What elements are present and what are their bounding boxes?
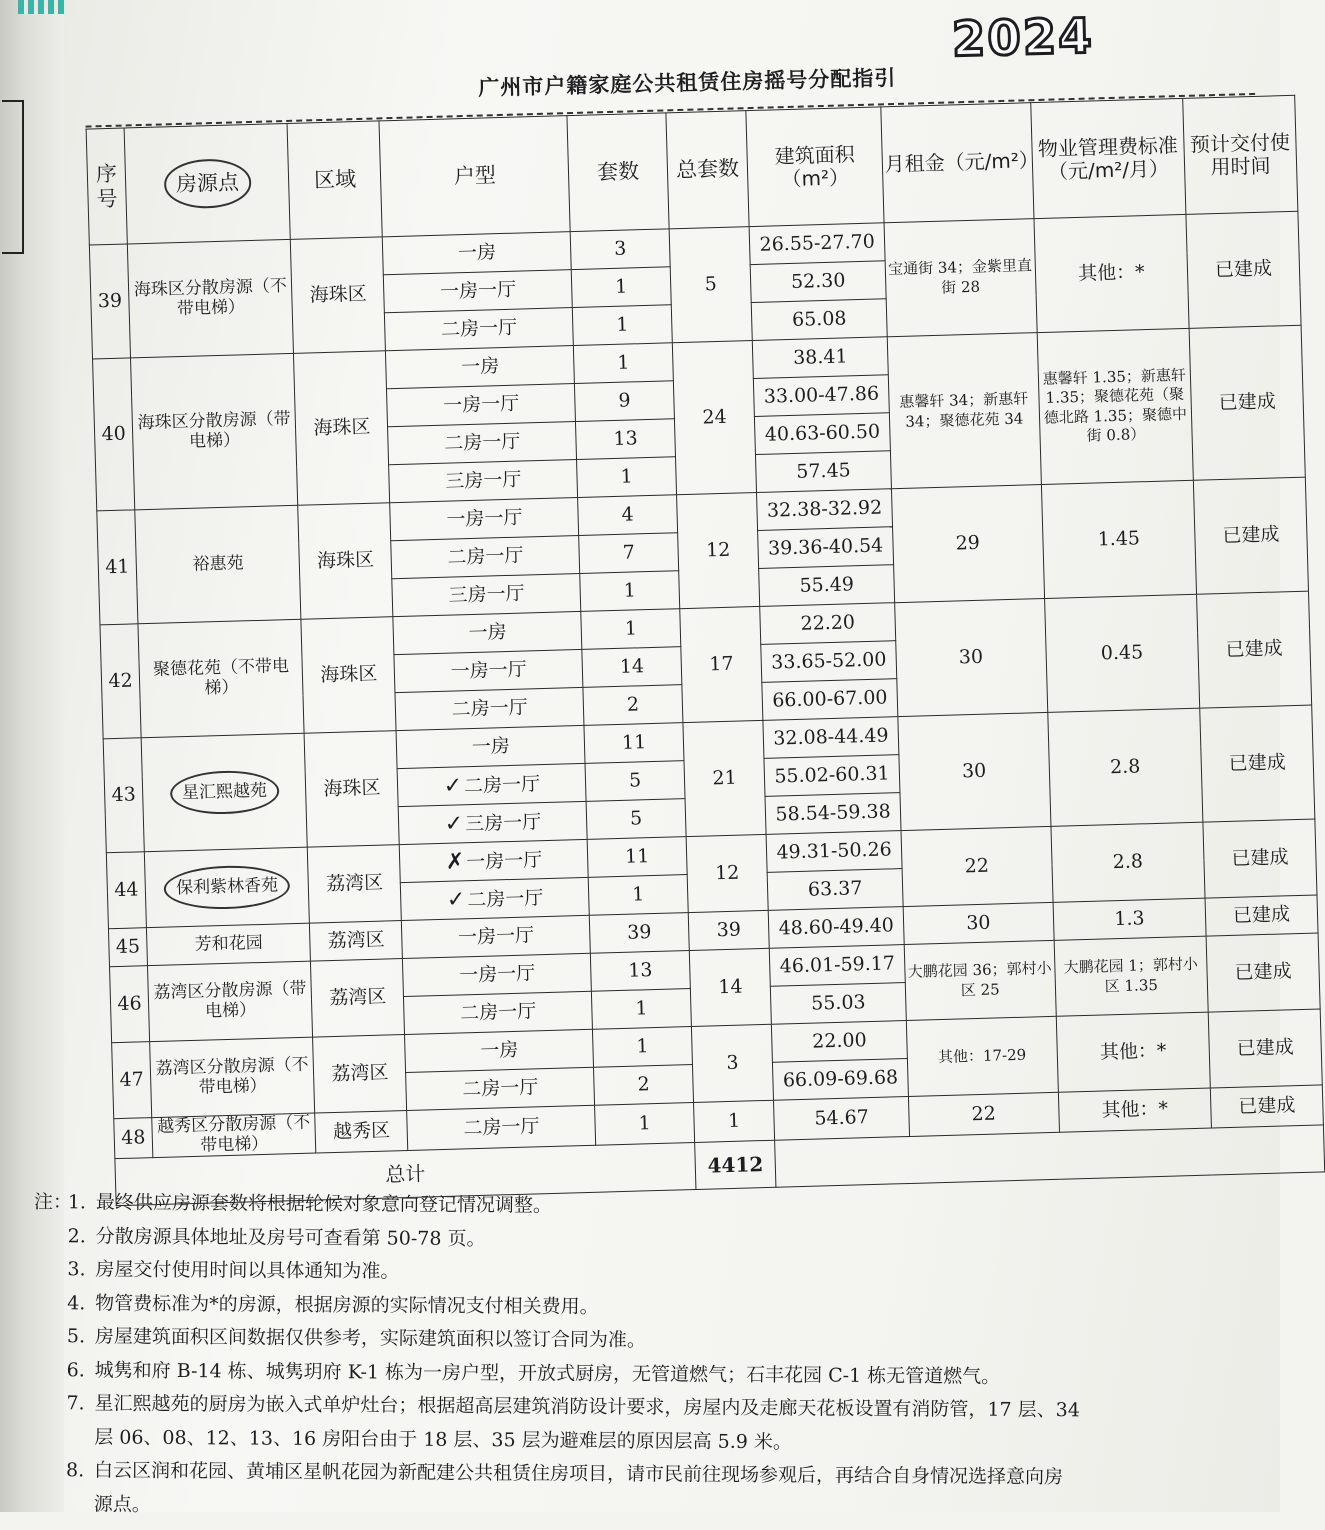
note-number: 7.: [66, 1392, 85, 1415]
row-district: 荔湾区: [311, 959, 405, 1038]
row-total: 5: [669, 227, 753, 343]
row-unit-type: [384, 270, 573, 313]
unit-type-label: 一房一厅: [450, 658, 527, 683]
unit-type-label: 二房一厅: [462, 1075, 539, 1101]
row-unit-type: [399, 839, 588, 882]
row-area: 66.00-67.00: [762, 679, 897, 721]
col-total: 总套数: [666, 111, 750, 229]
row-seq: 48: [114, 1118, 153, 1159]
row-area: 55.03: [771, 983, 906, 1025]
row-source-name: 海珠区分散房源（不带电梯）: [127, 239, 294, 358]
row-rent: 惠馨轩 34；新惠轩 34；聚德花苑 34: [887, 333, 1041, 489]
note-text: 房屋建筑面积区间数据仅供参考，实际建筑面积以签订合同为准。: [94, 1325, 647, 1352]
note-number: 1.: [67, 1191, 87, 1214]
row-unit-type: [401, 877, 590, 920]
row-seq: 42: [100, 624, 141, 739]
total-value: 4412: [694, 1140, 776, 1189]
unit-type-label: 一房一厅: [458, 961, 536, 987]
row-area: 52.30: [751, 261, 886, 303]
col-rent: 月租金（元/m²）: [881, 103, 1034, 223]
row-delivery: 已建成: [1189, 325, 1305, 480]
unit-type-label: 一房一厅: [457, 923, 535, 949]
row-total: 39: [688, 910, 770, 950]
row-area: 48.60-49.40: [769, 907, 904, 949]
note-prefix: [33, 1353, 67, 1387]
unit-type-label: 二房一厅: [440, 316, 518, 341]
row-count: 3: [570, 229, 670, 270]
table-body: [89, 211, 1324, 1205]
row-area: 22.00: [772, 1021, 907, 1063]
row-count: 13: [576, 419, 676, 460]
row-count: 1: [589, 875, 689, 916]
row-count: 7: [579, 533, 679, 574]
row-source-name: 荔湾区分散房源（带电梯）: [148, 961, 313, 1042]
row-count: 1: [572, 267, 672, 308]
row-count: 1: [574, 343, 674, 384]
col-seq: 序号: [86, 128, 127, 245]
handwritten-mark: ✓: [443, 773, 463, 799]
col-mgmt: 物业管理费标准（元/m²/月）: [1030, 98, 1185, 218]
row-source-name: 荔湾区分散房源（不带电梯）: [150, 1037, 315, 1118]
row-district: 海珠区: [298, 503, 393, 620]
row-count: 2: [594, 1065, 694, 1106]
row-mgmt: 大鹏花园 1；郭村小区 1.35: [1054, 936, 1208, 1016]
handwritten-mark: ✓: [444, 811, 464, 837]
row-seq: 47: [112, 1042, 152, 1119]
row-district: 荔湾区: [310, 921, 403, 962]
row-area: 26.55-27.70: [750, 223, 885, 265]
note-number: 5.: [66, 1325, 86, 1348]
row-total: 21: [683, 720, 767, 836]
unit-type-label: 三房一厅: [448, 582, 525, 607]
row-mgmt: 2.8: [1051, 822, 1205, 902]
row-area: 65.08: [752, 299, 887, 341]
row-delivery: 已建成: [1197, 591, 1312, 708]
note-text: 白云区润和花园、黄埔区星帆花园为新配建公共租赁住房项目，请市民前往现场参观后，再结合自身情况选择意向房: [93, 1459, 1064, 1489]
note-prefix: 注：: [33, 1190, 72, 1214]
row-seq: 44: [106, 852, 146, 929]
row-count: 5: [585, 761, 685, 802]
row-rent: 22: [908, 1092, 1059, 1136]
page-clip: [2, 100, 24, 254]
note-text: 城隽和府 B-14 栋、城隽玥府 K-1 栋为一房户型，开放式厨房，无管道燃气；石丰花园 C-1 栋无管道燃气。: [94, 1358, 1001, 1388]
row-total: 1: [693, 1100, 775, 1142]
row-delivery: 已建成: [1186, 211, 1301, 328]
unit-type-label: 一房: [457, 240, 497, 264]
row-unit-type: [404, 991, 593, 1034]
row-count: 13: [591, 951, 691, 992]
row-delivery: 已建成: [1210, 1085, 1323, 1128]
notes-section: [32, 1186, 1264, 1530]
row-district: 荔湾区: [308, 845, 402, 924]
row-area: 63.37: [768, 869, 903, 911]
row-delivery: 已建成: [1208, 1009, 1322, 1088]
row-district: 海珠区: [301, 617, 396, 734]
row-count: 1: [593, 1027, 693, 1068]
row-rent: 30: [898, 712, 1051, 830]
row-unit-type: [396, 725, 585, 768]
row-unit-type: [385, 308, 574, 351]
row-rent: 大鹏花园 36；郭村小区 25: [904, 940, 1056, 1020]
note-number: 8.: [65, 1459, 85, 1482]
row-mgmt: 2.8: [1048, 708, 1203, 826]
unit-type-label: 二房一厅: [466, 886, 544, 912]
row-area: 55.49: [759, 565, 894, 607]
row-area: 58.54-59.38: [765, 793, 900, 835]
unit-type-label: 二房一厅: [444, 430, 521, 455]
row-source-name: 海珠区分散房源（带电梯）: [131, 353, 299, 510]
row-unit-type: [395, 687, 584, 730]
note-prefix: [33, 1253, 67, 1287]
note-text: 房屋交付使用时间以具体通知为准。: [95, 1258, 400, 1283]
unit-type-label: 二房一厅: [463, 772, 541, 798]
row-rent: 29: [891, 485, 1044, 603]
note-continuation: 层 06、08、12、13、16 房阳台由于 18 层、35 层为避难层的原因层高 5.9 米。: [94, 1425, 793, 1453]
row-rent: 宝通街 34；金紫里直街 28: [884, 219, 1037, 337]
note-continuation: 源点。: [93, 1492, 151, 1516]
unit-type-label: 二房一厅: [459, 999, 537, 1025]
row-unit-type: [391, 535, 580, 578]
note-prefix: [34, 1219, 68, 1253]
row-seq: 46: [110, 966, 150, 1043]
unit-type-label: 一房: [479, 1038, 519, 1062]
row-source-name: [141, 733, 308, 852]
note-prefix: [33, 1286, 67, 1320]
unit-type-label: 一房一厅: [446, 506, 523, 531]
row-area: 33.00-47.86: [754, 375, 889, 417]
row-source-name: 聚德花苑（不带电梯）: [138, 619, 305, 738]
circled-source-name: 星汇熙越苑: [169, 769, 279, 816]
row-source-name: [144, 847, 309, 928]
row-unit-type: [405, 1029, 594, 1072]
row-unit-type: [392, 573, 581, 616]
note-text: 物管费标准为*的房源，根据房源的实际情况支付相关费用。: [95, 1291, 599, 1318]
row-count: 11: [587, 837, 687, 878]
row-total: 12: [676, 492, 760, 608]
row-count: 1: [592, 989, 692, 1030]
row-source-name: 芳和花园: [146, 923, 310, 966]
row-district: 海珠区: [294, 351, 390, 506]
note-text: 最终供应房源套数将根据轮候对象意向登记情况调整。: [95, 1191, 552, 1217]
unit-type-label: 一房: [471, 734, 511, 758]
unit-type-label: 一房一厅: [439, 278, 517, 303]
row-count: 1: [581, 609, 681, 650]
row-source-name: 裕惠苑: [135, 505, 302, 624]
note-number: 3.: [67, 1258, 86, 1281]
page-header: [430, 8, 1170, 100]
row-total: 17: [680, 606, 764, 722]
row-mgmt: 其他：*: [1056, 1012, 1210, 1092]
row-count: 14: [582, 647, 682, 688]
row-count: 2: [583, 685, 683, 726]
col-source: [124, 123, 291, 244]
row-area: 38.41: [753, 337, 888, 379]
unit-type-label: 一房一厅: [442, 392, 520, 417]
col-source-label: 房源点: [163, 158, 251, 209]
row-total: 3: [691, 1024, 774, 1102]
row-area: 55.02-60.31: [764, 755, 899, 797]
row-seq: 41: [97, 510, 138, 625]
row-count: 5: [586, 799, 686, 840]
note-text: 星汇熙越苑的厨房为嵌入式单炉灶台；根据超高层建筑消防设计要求，房屋内及走廊天花板设置有消防管，17 层、34: [94, 1392, 1080, 1422]
row-area: 32.38-32.92: [757, 489, 892, 531]
total-label: 总计: [115, 1143, 696, 1206]
note-number: 6.: [66, 1358, 85, 1381]
row-total: 12: [686, 834, 769, 912]
note-number: 2.: [67, 1224, 86, 1247]
binding-spiral: [18, 0, 66, 14]
row-rent: 其他：17-29: [906, 1016, 1058, 1096]
row-rent: 22: [901, 826, 1053, 906]
row-area: 39.36-40.54: [758, 527, 893, 569]
circled-source-name: 保利紫林香苑: [164, 864, 291, 911]
row-mgmt: 1.45: [1041, 480, 1196, 598]
unit-type-label: 三房一厅: [445, 468, 522, 493]
row-count: 1: [577, 457, 677, 498]
row-unit-type: [406, 1067, 595, 1110]
row-mgmt: 其他：*: [1058, 1088, 1211, 1132]
row-seq: 39: [89, 244, 130, 359]
row-district: 海珠区: [305, 731, 400, 848]
row-unit-type: [407, 1105, 596, 1150]
row-seq: 43: [103, 738, 144, 853]
row-mgmt: 惠馨轩 1.35；新惠轩 1.35；聚德花苑（聚德北路 1.35；聚德中街 0.8）: [1037, 328, 1193, 484]
unit-type-label: 一房一厅: [465, 848, 543, 874]
row-area: 32.08-44.49: [763, 717, 898, 759]
row-area: 33.65-52.00: [761, 641, 896, 683]
unit-type-label: 二房一厅: [463, 1114, 540, 1140]
row-rent: 30: [894, 598, 1047, 716]
row-area: 22.20: [760, 603, 895, 645]
row-unit-type: [390, 497, 579, 540]
housing-table: [86, 95, 1325, 1206]
row-count: 11: [584, 723, 684, 764]
row-mgmt: 1.3: [1053, 898, 1206, 940]
row-delivery: 已建成: [1193, 477, 1308, 594]
row-area: 40.63-60.50: [755, 413, 890, 455]
row-count: 1: [580, 571, 680, 612]
unit-type-label: 一房: [468, 620, 507, 644]
row-seq: 40: [93, 358, 135, 511]
row-district: 海珠区: [291, 237, 386, 354]
unit-type-label: 二房一厅: [447, 544, 524, 569]
row-delivery: 已建成: [1206, 933, 1320, 1012]
col-area: 建筑面积（m²）: [746, 107, 884, 227]
row-unit-type: [394, 649, 583, 692]
row-area: 54.67: [774, 1096, 909, 1140]
unit-type-label: 三房一厅: [464, 810, 542, 836]
col-unit-type: 户型: [379, 116, 570, 237]
note-prefix: [33, 1320, 67, 1354]
note-prefix: [32, 1387, 66, 1421]
header-title: 广州市户籍家庭公共租赁住房摇号分配指引: [478, 65, 897, 100]
row-source-name: 越秀区分散房源（不带电梯）: [152, 1113, 316, 1158]
row-unit-type: [389, 459, 578, 502]
row-unit-type: [386, 346, 575, 389]
row-total: 24: [672, 341, 757, 495]
col-district: 区域: [288, 121, 383, 240]
row-unit-type: [388, 422, 577, 465]
row-area: 46.01-59.17: [770, 945, 905, 987]
row-area: 57.45: [756, 451, 891, 493]
handwritten-mark: ✗: [445, 849, 465, 875]
row-unit-type: [393, 611, 582, 654]
row-delivery: 已建成: [1205, 895, 1318, 936]
row-delivery: 已建成: [1200, 705, 1315, 822]
row-total: 14: [689, 948, 772, 1026]
row-unit-type: [383, 232, 572, 275]
header-year: 2024: [951, 8, 1095, 68]
row-count: 39: [590, 913, 690, 954]
unit-type-label: 一房: [460, 354, 500, 378]
unit-type-label: 二房一厅: [451, 696, 529, 721]
note-text: 分散房源具体地址及房号可查看第 50-78 页。: [95, 1224, 486, 1250]
row-unit-type: [402, 915, 591, 958]
row-count: 1: [595, 1102, 695, 1145]
row-unit-type: [387, 384, 576, 427]
row-count: 9: [575, 381, 675, 422]
row-area: 66.09-69.68: [773, 1059, 908, 1101]
row-mgmt: 0.45: [1044, 594, 1199, 712]
row-district: 荔湾区: [313, 1035, 407, 1114]
handwritten-mark: ✓: [446, 887, 466, 913]
row-seq: 45: [108, 928, 147, 967]
col-count: 套数: [567, 113, 669, 232]
note-number: 4.: [67, 1291, 86, 1314]
row-unit-type: [403, 953, 592, 996]
row-delivery: 已建成: [1203, 819, 1317, 898]
row-district: 越秀区: [315, 1110, 408, 1153]
row-count: 1: [573, 305, 673, 346]
note-prefix: [32, 1454, 66, 1488]
row-mgmt: 其他：*: [1034, 214, 1189, 332]
row-unit-type: [398, 801, 587, 844]
row-rent: 30: [903, 902, 1054, 944]
row-area: 49.31-50.26: [766, 831, 901, 873]
col-delivery: 预计交付使用时间: [1183, 95, 1298, 214]
row-count: 4: [578, 495, 678, 536]
row-unit-type: [397, 763, 586, 806]
